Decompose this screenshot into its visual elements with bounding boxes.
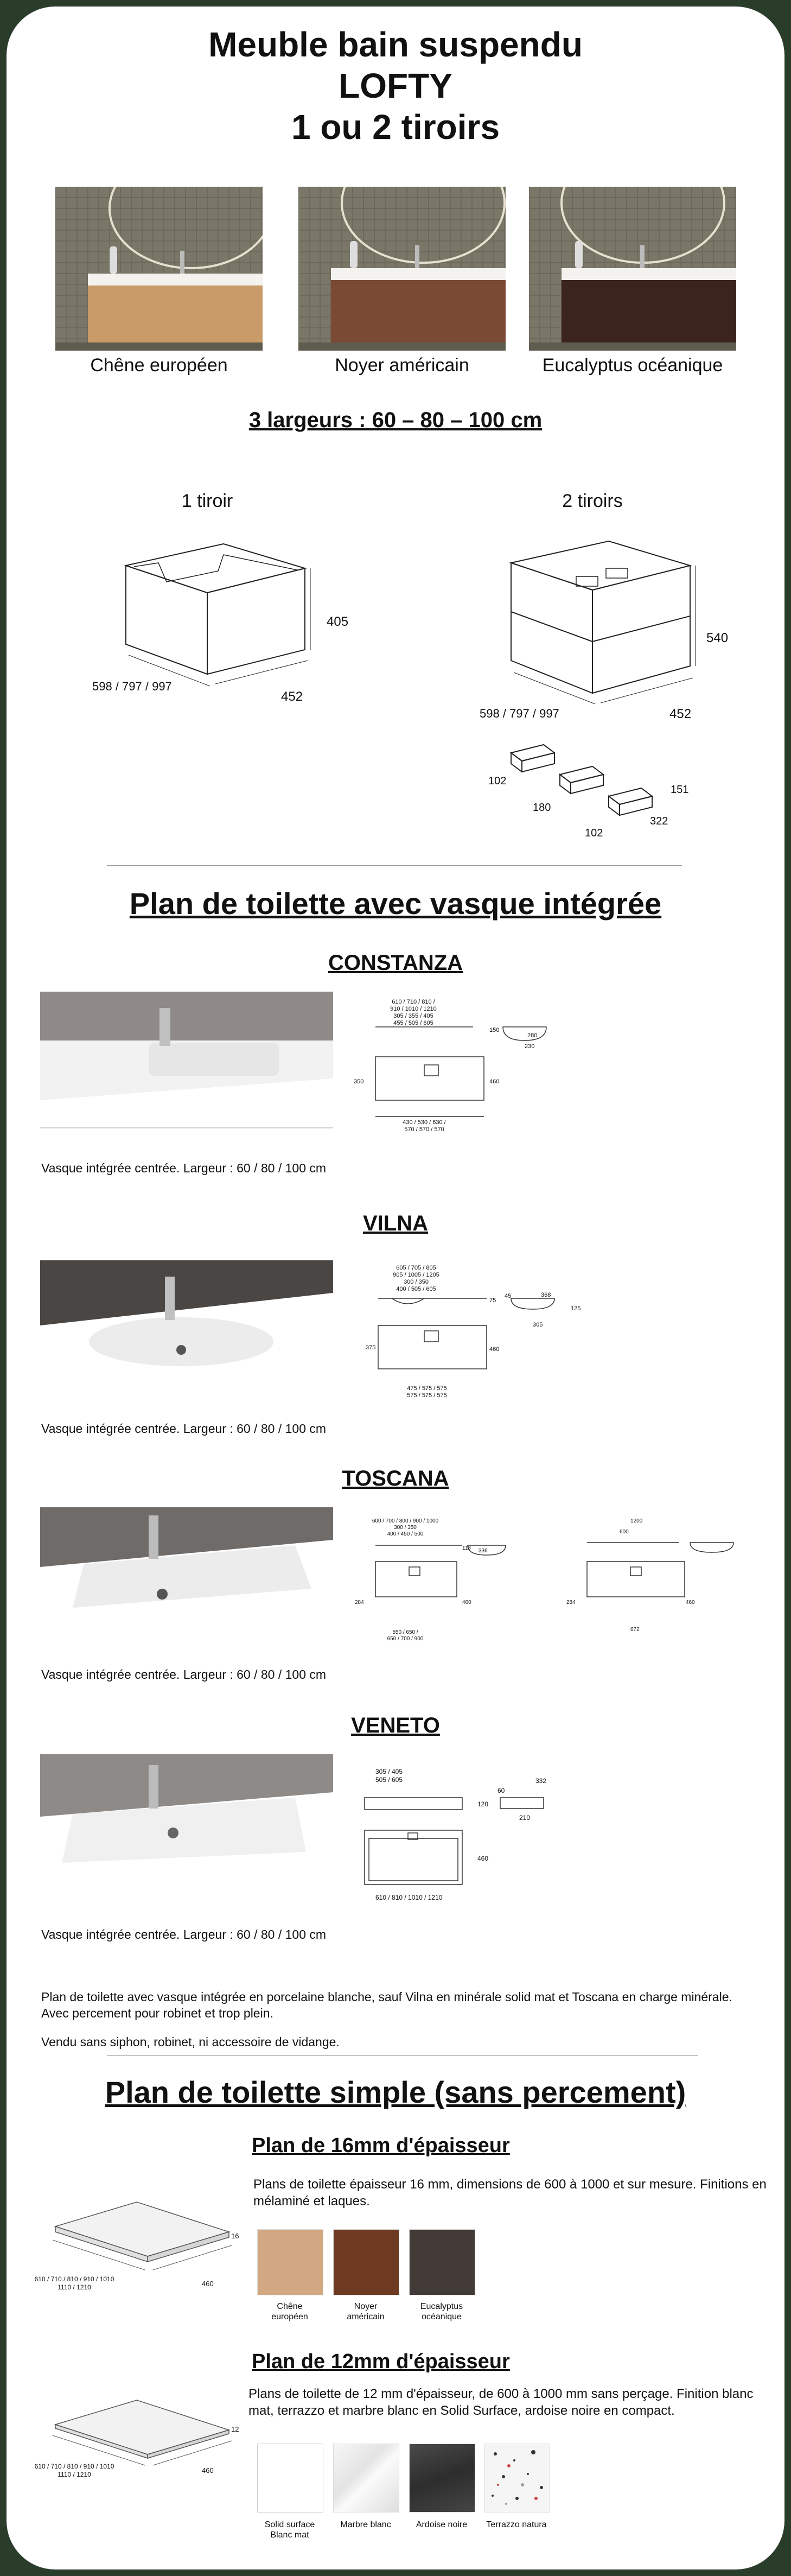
divider-2 <box>107 2055 698 2056</box>
two-drawer-depth: 452 <box>669 707 692 721</box>
photo-toscana <box>40 1507 333 1662</box>
p12-text: Plans de toilette de 12 mm d'épaisseur, de 600 à 1000 mm sans perçage. Finition blanc mat, terrazzo et marbre blanc en Solid Surface, ardoise noire en compact. <box>248 2387 754 2418</box>
vasque-note-2: Vendu sans siphon, robinet, ni accessoire de vidange. <box>41 2035 340 2049</box>
p16-dims-thick: 16 <box>231 2232 239 2240</box>
toscana-dim-h: 118 <box>462 1545 471 1551</box>
page-title <box>7 24 784 148</box>
toscana-dim-s2: 336 <box>479 1548 488 1554</box>
inner-dim-c: 151 <box>671 784 689 796</box>
p12-dims-width: 610 / 710 / 810 / 910 / 1010 1110 / 1210 <box>34 2463 114 2478</box>
p12-swatch-label-1: Solid surface Blanc mat <box>264 2520 315 2540</box>
vilna-dim-s3: 305 <box>533 1322 543 1328</box>
constanza-dim-h: 150 <box>489 1027 500 1033</box>
two-drawer-height: 540 <box>706 631 729 645</box>
p12-swatch-3 <box>409 2444 475 2512</box>
p12-swatch-2 <box>333 2444 399 2512</box>
vilna-dims-bottom: 475 / 575 / 575 575 / 575 / 575 <box>407 1385 447 1399</box>
inner-dim-d: 322 <box>650 815 668 827</box>
p12-dims-thick: 12 <box>231 2425 239 2433</box>
veneto-dim-h: 120 <box>477 1800 489 1808</box>
veneto-dim-d: 460 <box>477 1855 489 1862</box>
p12-dims-depth: 460 <box>202 2466 214 2475</box>
veneto-dims-bottom: 610 / 810 / 1010 / 1210 <box>375 1894 443 1901</box>
model-name-constanza: CONSTANZA <box>328 951 463 975</box>
vilna-dim-d2: 375 <box>366 1344 376 1351</box>
constanza-dim-d2: 350 <box>354 1078 364 1085</box>
p16-swatch-3 <box>409 2229 475 2295</box>
p16-swatch-label-1: Chêne européen <box>271 2302 308 2321</box>
vilna-dim-d: 460 <box>489 1346 500 1353</box>
caption-veneto: Vasque intégrée centrée. Largeur : 60 / 80 / 100 cm <box>41 1927 327 1941</box>
p12-swatch-1 <box>257 2444 323 2512</box>
constanza-dims-bottom: 430 / 530 / 630 / 570 / 570 / 570 <box>403 1119 446 1133</box>
toscana-dim-d: 460 <box>462 1600 471 1606</box>
p16-heading: Plan de 16mm d'épaisseur <box>252 2134 510 2157</box>
drawer-inner-detail <box>479 737 685 845</box>
p16-text: Plans de toilette épaisseur 16 mm, dimensions de 600 à 1000 et sur mesure. Finitions en mélaminé et laques. <box>253 2177 767 2209</box>
p12-swatch-label-4: Terrazzo natura <box>486 2520 547 2529</box>
finish-label-3: Eucalyptus océanique <box>542 355 723 376</box>
toscana-right-r1: 1200 <box>630 1518 643 1524</box>
p16-dims-depth: 460 <box>202 2280 214 2288</box>
toscana-right-r2: 600 <box>620 1529 629 1535</box>
toscana-dims-top: 600 / 700 / 800 / 900 / 1000 300 / 350 400 / 450 / 500 <box>372 1518 439 1537</box>
p16-swatch-label-3: Eucalyptus océanique <box>420 2302 463 2321</box>
one-drawer-depth: 452 <box>281 689 303 704</box>
title-line-2: LOFTY <box>339 66 452 105</box>
one-drawer-height: 405 <box>327 614 349 629</box>
finish-label-2: Noyer américain <box>335 355 469 376</box>
constanza-dim-s1: 280 <box>527 1032 538 1039</box>
p12-swatch-label-3: Ardoise noire <box>416 2520 468 2529</box>
inner-dim-a: 102 <box>488 775 507 787</box>
toscana-right-r4: 284 <box>566 1600 576 1606</box>
inner-dim-b: 180 <box>533 802 551 814</box>
veneto-dim-s1: 332 <box>535 1777 547 1785</box>
caption-constanza: Vasque intégrée centrée. Largeur : 60 / 80 / 100 cm <box>41 1161 327 1175</box>
model-name-veneto: VENETO <box>351 1714 440 1737</box>
two-drawer-label: 2 tiroirs <box>562 491 623 511</box>
p16-swatch-2 <box>333 2229 399 2295</box>
one-drawer-width: 598 / 797 / 997 <box>92 680 172 693</box>
vilna-dim-h: 75 <box>489 1297 496 1304</box>
constanza-dim-d: 460 <box>489 1078 500 1085</box>
inner-dim-e: 102 <box>585 827 603 839</box>
widths-heading: 3 largeurs : 60 – 80 – 100 cm <box>248 408 543 432</box>
one-drawer-label: 1 tiroir <box>181 491 233 511</box>
caption-toscana: Vasque intégrée centrée. Largeur : 60 / 80 / 100 cm <box>41 1667 327 1682</box>
title-line-1: Meuble bain suspendu <box>208 25 583 64</box>
p16-swatch-label-2: Noyer américain <box>347 2302 385 2321</box>
catalog-sheet <box>7 7 784 2569</box>
photo-constanza <box>40 992 333 1149</box>
p12-swatch-4 <box>484 2444 550 2512</box>
two-drawer-width: 598 / 797 / 997 <box>480 707 559 720</box>
constanza-dim-s2: 230 <box>525 1043 535 1050</box>
p16-dims-width: 610 / 710 / 810 / 910 / 1010 1110 / 1210 <box>34 2275 114 2291</box>
title-line-3: 1 ou 2 tiroirs <box>291 107 500 147</box>
photo-vilna <box>40 1260 333 1418</box>
toscana-right-r3: 460 <box>686 1600 695 1606</box>
constanza-dims-top: 610 / 710 / 810 / 910 / 1010 / 1210 305 / 355 / 405 455 / 505 / 605 <box>390 999 437 1026</box>
vasque-note-1: Plan de toilette avec vasque intégrée en porcelaine blanche, sauf Vilna en minérale solid mat et Toscana en charge minérale. Avec percement pour robinet et trop plein. <box>41 1990 732 2020</box>
divider-1 <box>107 865 682 866</box>
vilna-dims-top: 605 / 705 / 805 905 / 1005 / 1205 300 / 350 400 / 505 / 605 <box>393 1265 439 1292</box>
p12-swatch-label-2: Marbre blanc <box>340 2520 391 2529</box>
veneto-dim-s3: 60 <box>497 1787 505 1794</box>
finish-photo-eucalyptus <box>529 187 736 351</box>
toscana-right-r5: 672 <box>630 1627 640 1633</box>
vilna-dim-s1: 368 <box>541 1292 551 1298</box>
finish-photo-chene <box>55 187 263 351</box>
model-name-vilna: VILNA <box>363 1211 428 1235</box>
simple-section-heading: Plan de toilette simple (sans percement) <box>105 2075 686 2109</box>
vilna-dim-s4: 45 <box>505 1293 512 1299</box>
toscana-dim-s1: 284 <box>355 1600 364 1606</box>
photo-veneto <box>40 1754 333 1917</box>
model-name-toscana: TOSCANA <box>342 1467 449 1490</box>
vilna-dim-s2: 125 <box>571 1305 581 1312</box>
finish-photo-noyer <box>298 187 506 351</box>
p12-heading: Plan de 12mm d'épaisseur <box>252 2350 510 2373</box>
p16-swatch-1 <box>257 2229 323 2295</box>
finish-label-1: Chêne européen <box>90 355 228 376</box>
veneto-dim-s2: 210 <box>519 1814 531 1822</box>
toscana-dims-bottom: 550 / 650 / 650 / 700 / 900 <box>387 1629 424 1642</box>
veneto-dims-top: 305 / 405 505 / 605 <box>375 1768 403 1784</box>
two-drawer-drawing <box>468 530 728 715</box>
caption-vilna: Vasque intégrée centrée. Largeur : 60 / 80 / 100 cm <box>41 1422 327 1436</box>
vasque-section-heading: Plan de toilette avec vasque intégrée <box>129 886 662 921</box>
